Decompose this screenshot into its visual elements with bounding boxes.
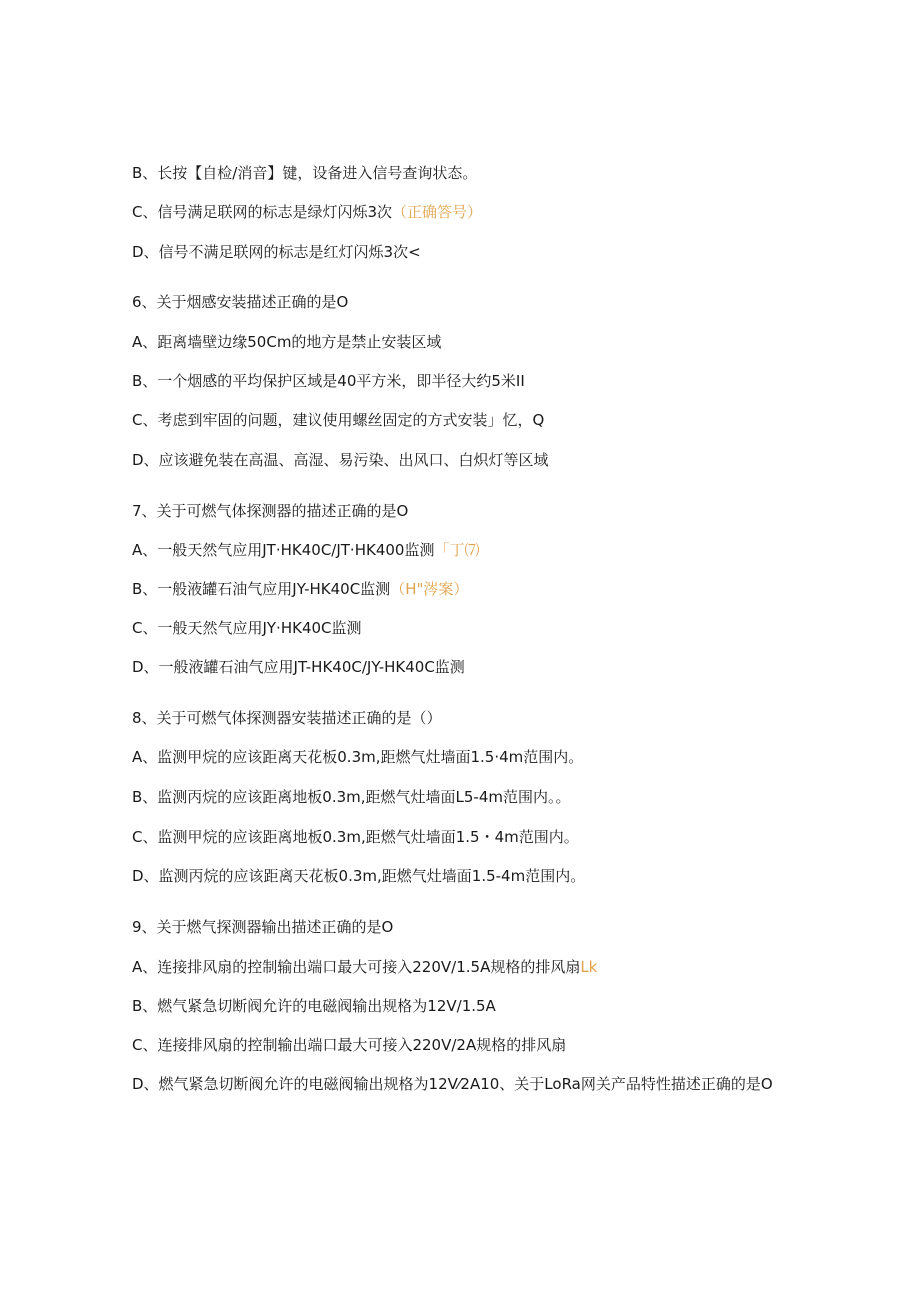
option-line [132, 994, 792, 1018]
option-text: B、长按【自检/消音】键，设备进入信号查询状态。 [132, 164, 478, 182]
option-line [132, 955, 792, 979]
option-line [132, 369, 792, 393]
option-line [132, 240, 792, 264]
option-text: B、监测丙烷的应该距离地板0.3m,距燃气灶墙面L5-4m范围内。。 [132, 788, 571, 806]
option-line [132, 745, 792, 769]
question-text: 8、关于可燃气体探测器安装描述正确的是（） [132, 709, 442, 727]
option-line [132, 825, 792, 849]
option-line [132, 616, 792, 640]
answer-mark: Lk [580, 958, 598, 976]
option-line [132, 1071, 792, 1098]
question-text: 6、关于烟感安装描述正确的是O [132, 293, 349, 311]
option-text: D、应该避免装在高温、高湿、易污染、出风口、白炽灯等区域 [132, 451, 549, 469]
option-line [132, 1033, 792, 1057]
option-line [132, 655, 792, 679]
option-text: C、信号满足联网的标志是绿灯闪烁3次 [132, 203, 393, 221]
option-line [132, 864, 792, 888]
option-line [132, 538, 792, 562]
option-line [132, 161, 792, 185]
option-text: B、燃气紧急切断阀允许的电磁阀输出规格为12V/1.5A [132, 997, 496, 1015]
question-heading [132, 290, 792, 314]
option-text: A、连接排风扇的控制输出端口最大可接入220V/1.5A规格的排风扇 [132, 958, 581, 976]
question-text: 7、关于可燃气体探测器的描述正确的是O [132, 502, 409, 520]
option-line [132, 330, 792, 354]
option-text: C、考虑到牢固的问题，建议使用螺丝固定的方式安装」忆，Q [132, 411, 545, 429]
answer-mark: （H"涔案） [390, 580, 469, 598]
option-text: D、燃气紧急切断阀允许的电磁阀输出规格为12V⁄2A10、关于LoRa网关产品特性描述正确的是O [132, 1075, 773, 1093]
option-text: B、一般液罐石油气应用JY-HK40C监测 [132, 580, 391, 598]
option-line [132, 785, 792, 809]
option-text: A、一般天然气应用JT·HK40C/JT·HK400监测 [132, 541, 435, 559]
option-line [132, 577, 792, 601]
answer-mark: 「丁⑺ [434, 541, 480, 559]
option-text: A、距离墙壁边缘50Cm的地方是禁止安装区域 [132, 333, 442, 351]
option-text: C、连接排风扇的控制输出端口最大可接入220V/2A规格的排风扇 [132, 1036, 567, 1054]
option-text: D、一般液罐石油气应用JT-HK40C/JY-HK40C监测 [132, 658, 465, 676]
option-line [132, 200, 792, 224]
option-text: C、一般天然气应用JY·HK40C监测 [132, 619, 362, 637]
option-line [132, 408, 792, 432]
question-text: 9、关于燃气探测器输出描述正确的是O [132, 918, 394, 936]
question-heading [132, 499, 792, 523]
question-heading [132, 706, 792, 730]
answer-mark: （正确答号） [392, 203, 483, 221]
option-text: D、信号不满足联网的标志是红灯闪烁3次< [132, 243, 421, 261]
option-text: A、监测甲烷的应该距离天花板0.3m,距燃气灶墙面1.5·4m范围内。 [132, 748, 584, 766]
option-text: C、监测甲烷的应该距离地板0.3m,距燃气灶墙面1.5・4m范围内。 [132, 828, 579, 846]
option-text: B、一个烟感的平均保护区域是40平方米，即半径大约5米II [132, 372, 525, 390]
question-heading [132, 915, 792, 939]
option-line [132, 448, 792, 472]
option-text: D、监测丙烷的应该距离天花板0.3m,距燃气灶墙面1.5-4m范围内。 [132, 867, 586, 885]
